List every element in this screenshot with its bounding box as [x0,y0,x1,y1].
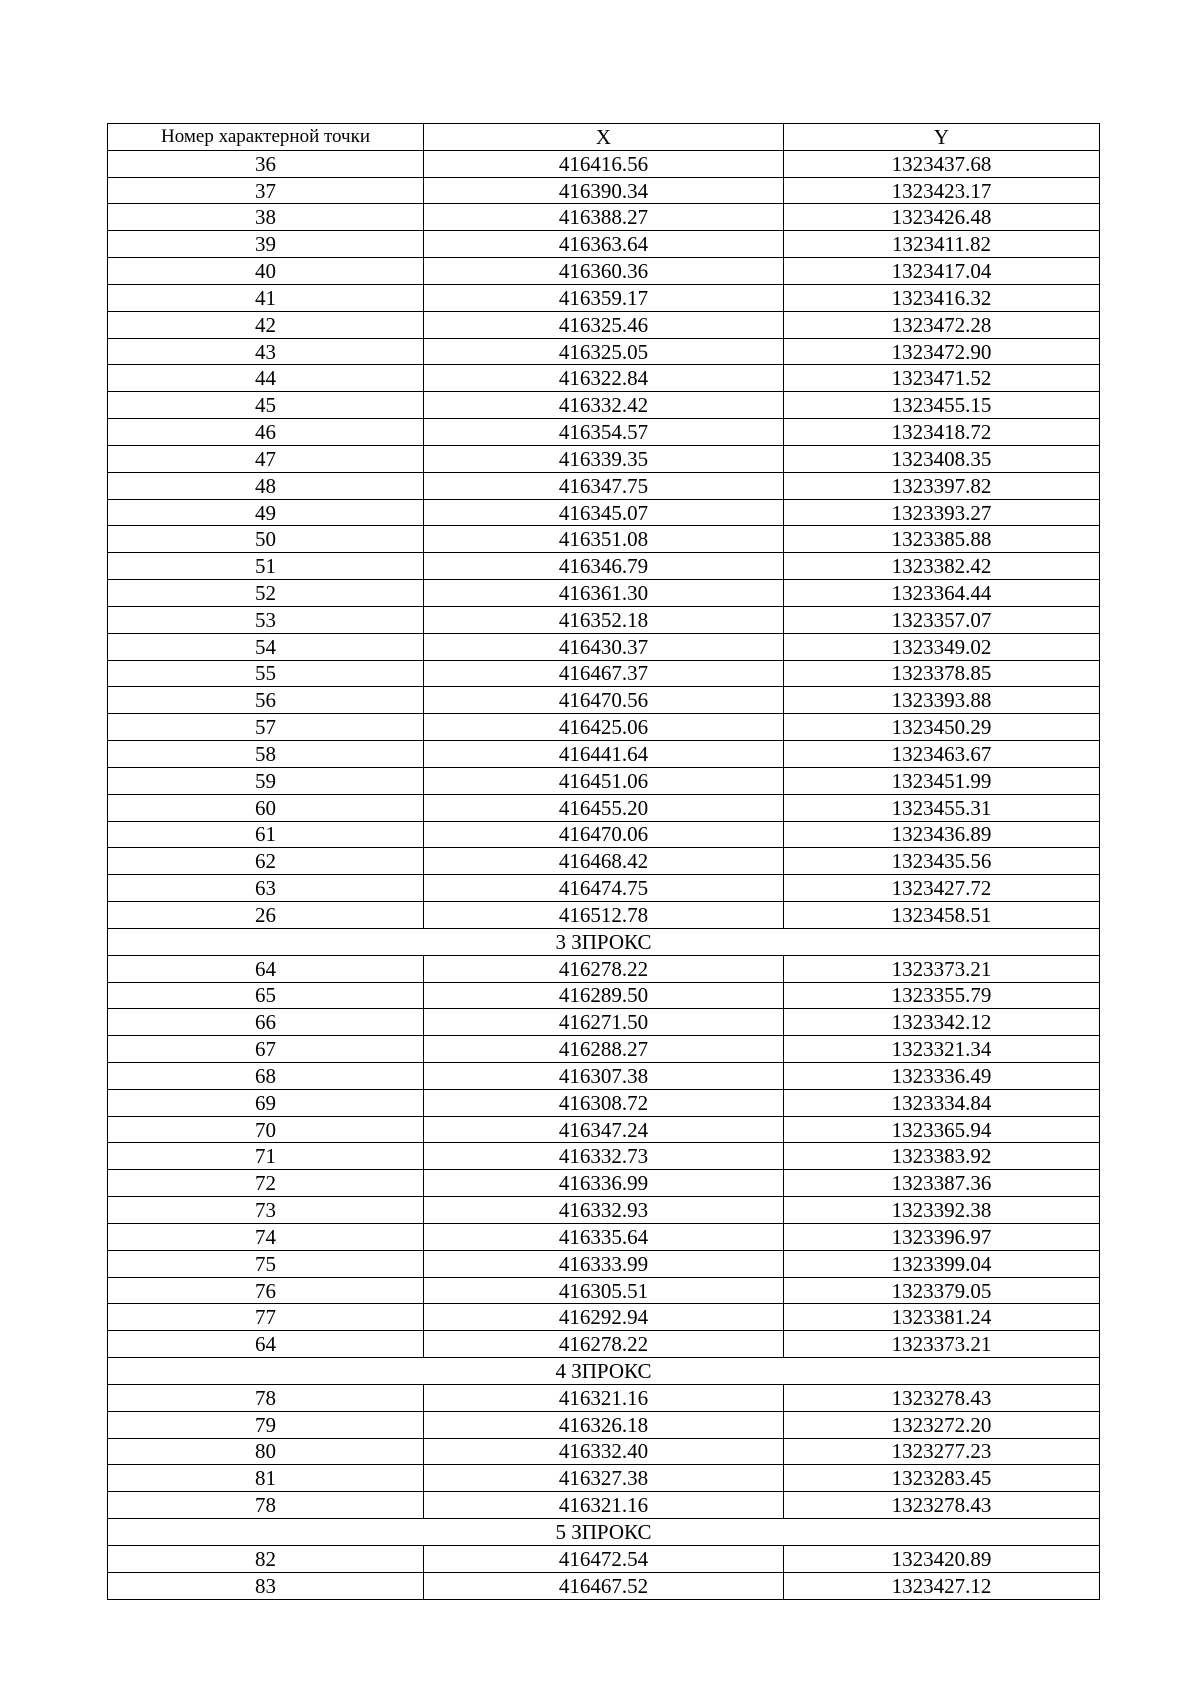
x-coordinate-cell: 416347.75 [424,472,784,499]
point-number-cell: 80 [108,1438,424,1465]
table-row [108,553,1100,580]
header-x: X [424,124,784,151]
section-title: 3 ЗПРОКС [108,928,1100,955]
y-coordinate-cell: 1323357.07 [784,606,1100,633]
y-coordinate-cell: 1323411.82 [784,231,1100,258]
x-coordinate-cell: 416332.40 [424,1438,784,1465]
x-coordinate-cell: 416474.75 [424,875,784,902]
x-coordinate-cell: 416470.56 [424,687,784,714]
y-coordinate-cell: 1323378.85 [784,660,1100,687]
table-row [108,365,1100,392]
x-coordinate-cell: 416288.27 [424,1036,784,1063]
point-number-cell: 81 [108,1465,424,1492]
table-row [108,1304,1100,1331]
x-coordinate-cell: 416278.22 [424,1331,784,1358]
y-coordinate-cell: 1323427.72 [784,875,1100,902]
y-coordinate-cell: 1323379.05 [784,1277,1100,1304]
y-coordinate-cell: 1323381.24 [784,1304,1100,1331]
x-coordinate-cell: 416307.38 [424,1062,784,1089]
point-number-cell: 72 [108,1170,424,1197]
table-row [108,1009,1100,1036]
x-coordinate-cell: 416363.64 [424,231,784,258]
table-row [108,1116,1100,1143]
table-row [108,1197,1100,1224]
table-row [108,231,1100,258]
table-row [108,982,1100,1009]
point-number-cell: 67 [108,1036,424,1063]
section-row [108,1358,1100,1385]
x-coordinate-cell: 416346.79 [424,553,784,580]
table-row [108,1143,1100,1170]
point-number-cell: 44 [108,365,424,392]
point-number-cell: 78 [108,1492,424,1519]
y-coordinate-cell: 1323420.89 [784,1545,1100,1572]
table-row [108,606,1100,633]
point-number-cell: 70 [108,1116,424,1143]
table-row [108,177,1100,204]
x-coordinate-cell: 416354.57 [424,419,784,446]
y-coordinate-cell: 1323278.43 [784,1384,1100,1411]
x-coordinate-cell: 416345.07 [424,499,784,526]
point-number-cell: 61 [108,821,424,848]
x-coordinate-cell: 416278.22 [424,955,784,982]
table-row [108,1170,1100,1197]
point-number-cell: 77 [108,1304,424,1331]
table-row [108,472,1100,499]
x-coordinate-cell: 416416.56 [424,150,784,177]
x-coordinate-cell: 416451.06 [424,767,784,794]
table-body [108,150,1100,1599]
y-coordinate-cell: 1323397.82 [784,472,1100,499]
x-coordinate-cell: 416470.06 [424,821,784,848]
point-number-cell: 69 [108,1089,424,1116]
y-coordinate-cell: 1323458.51 [784,902,1100,929]
y-coordinate-cell: 1323277.23 [784,1438,1100,1465]
point-number-cell: 74 [108,1223,424,1250]
table-row [108,338,1100,365]
table-row [108,1250,1100,1277]
point-number-cell: 45 [108,392,424,419]
x-coordinate-cell: 416388.27 [424,204,784,231]
table-row [108,1438,1100,1465]
table-row [108,1492,1100,1519]
section-row [108,1519,1100,1546]
point-number-cell: 58 [108,741,424,768]
table-row [108,1036,1100,1063]
point-number-cell: 43 [108,338,424,365]
y-coordinate-cell: 1323435.56 [784,848,1100,875]
y-coordinate-cell: 1323283.45 [784,1465,1100,1492]
y-coordinate-cell: 1323373.21 [784,1331,1100,1358]
table-row [108,848,1100,875]
table-row [108,1572,1100,1599]
x-coordinate-cell: 416322.84 [424,365,784,392]
y-coordinate-cell: 1323393.27 [784,499,1100,526]
point-number-cell: 47 [108,445,424,472]
x-coordinate-cell: 416326.18 [424,1411,784,1438]
x-coordinate-cell: 416390.34 [424,177,784,204]
point-number-cell: 51 [108,553,424,580]
x-coordinate-cell: 416289.50 [424,982,784,1009]
table-row [108,258,1100,285]
header-point-number: Номер характерной точки [108,124,424,151]
point-number-cell: 52 [108,580,424,607]
point-number-cell: 42 [108,311,424,338]
x-coordinate-cell: 416332.73 [424,1143,784,1170]
coordinates-table [107,123,1100,1600]
x-coordinate-cell: 416472.54 [424,1545,784,1572]
table-row [108,499,1100,526]
x-coordinate-cell: 416321.16 [424,1384,784,1411]
y-coordinate-cell: 1323399.04 [784,1250,1100,1277]
table-row [108,660,1100,687]
point-number-cell: 63 [108,875,424,902]
point-number-cell: 65 [108,982,424,1009]
point-number-cell: 57 [108,714,424,741]
y-coordinate-cell: 1323334.84 [784,1089,1100,1116]
x-coordinate-cell: 416468.42 [424,848,784,875]
table-row [108,311,1100,338]
table-row [108,741,1100,768]
point-number-cell: 79 [108,1411,424,1438]
table-row [108,392,1100,419]
point-number-cell: 83 [108,1572,424,1599]
y-coordinate-cell: 1323472.90 [784,338,1100,365]
point-number-cell: 46 [108,419,424,446]
table-row [108,1223,1100,1250]
header-row [108,124,1100,151]
point-number-cell: 76 [108,1277,424,1304]
table-row [108,714,1100,741]
table-row [108,687,1100,714]
x-coordinate-cell: 416305.51 [424,1277,784,1304]
table-row [108,1089,1100,1116]
y-coordinate-cell: 1323272.20 [784,1411,1100,1438]
y-coordinate-cell: 1323463.67 [784,741,1100,768]
point-number-cell: 66 [108,1009,424,1036]
y-coordinate-cell: 1323423.17 [784,177,1100,204]
table-row [108,150,1100,177]
y-coordinate-cell: 1323383.92 [784,1143,1100,1170]
y-coordinate-cell: 1323365.94 [784,1116,1100,1143]
point-number-cell: 82 [108,1545,424,1572]
table-row [108,1465,1100,1492]
x-coordinate-cell: 416351.08 [424,526,784,553]
y-coordinate-cell: 1323349.02 [784,633,1100,660]
x-coordinate-cell: 416352.18 [424,606,784,633]
table-row [108,902,1100,929]
point-number-cell: 64 [108,955,424,982]
header-y: Y [784,124,1100,151]
y-coordinate-cell: 1323278.43 [784,1492,1100,1519]
table-row [108,1062,1100,1089]
table-row [108,445,1100,472]
point-number-cell: 64 [108,1331,424,1358]
x-coordinate-cell: 416441.64 [424,741,784,768]
point-number-cell: 41 [108,284,424,311]
table-row [108,1411,1100,1438]
y-coordinate-cell: 1323455.31 [784,794,1100,821]
point-number-cell: 36 [108,150,424,177]
table-row [108,1384,1100,1411]
x-coordinate-cell: 416339.35 [424,445,784,472]
x-coordinate-cell: 416332.93 [424,1197,784,1224]
y-coordinate-cell: 1323355.79 [784,982,1100,1009]
point-number-cell: 56 [108,687,424,714]
y-coordinate-cell: 1323382.42 [784,553,1100,580]
point-number-cell: 62 [108,848,424,875]
point-number-cell: 49 [108,499,424,526]
x-coordinate-cell: 416271.50 [424,1009,784,1036]
table-row [108,821,1100,848]
point-number-cell: 71 [108,1143,424,1170]
x-coordinate-cell: 416308.72 [424,1089,784,1116]
point-number-cell: 53 [108,606,424,633]
point-number-cell: 60 [108,794,424,821]
y-coordinate-cell: 1323392.38 [784,1197,1100,1224]
x-coordinate-cell: 416333.99 [424,1250,784,1277]
y-coordinate-cell: 1323471.52 [784,365,1100,392]
point-number-cell: 55 [108,660,424,687]
y-coordinate-cell: 1323417.04 [784,258,1100,285]
table-row [108,204,1100,231]
table-row [108,580,1100,607]
y-coordinate-cell: 1323427.12 [784,1572,1100,1599]
point-number-cell: 38 [108,204,424,231]
y-coordinate-cell: 1323342.12 [784,1009,1100,1036]
table-row [108,955,1100,982]
y-coordinate-cell: 1323408.35 [784,445,1100,472]
x-coordinate-cell: 416455.20 [424,794,784,821]
y-coordinate-cell: 1323387.36 [784,1170,1100,1197]
y-coordinate-cell: 1323472.28 [784,311,1100,338]
y-coordinate-cell: 1323364.44 [784,580,1100,607]
table-row [108,284,1100,311]
x-coordinate-cell: 416361.30 [424,580,784,607]
point-number-cell: 75 [108,1250,424,1277]
x-coordinate-cell: 416336.99 [424,1170,784,1197]
x-coordinate-cell: 416512.78 [424,902,784,929]
table-row [108,419,1100,446]
x-coordinate-cell: 416292.94 [424,1304,784,1331]
section-title: 5 ЗПРОКС [108,1519,1100,1546]
x-coordinate-cell: 416321.16 [424,1492,784,1519]
x-coordinate-cell: 416335.64 [424,1223,784,1250]
x-coordinate-cell: 416359.17 [424,284,784,311]
y-coordinate-cell: 1323393.88 [784,687,1100,714]
point-number-cell: 26 [108,902,424,929]
table-row [108,526,1100,553]
y-coordinate-cell: 1323385.88 [784,526,1100,553]
y-coordinate-cell: 1323373.21 [784,955,1100,982]
point-number-cell: 68 [108,1062,424,1089]
x-coordinate-cell: 416430.37 [424,633,784,660]
table-header [108,124,1100,151]
section-row [108,928,1100,955]
point-number-cell: 78 [108,1384,424,1411]
x-coordinate-cell: 416325.46 [424,311,784,338]
y-coordinate-cell: 1323450.29 [784,714,1100,741]
point-number-cell: 50 [108,526,424,553]
y-coordinate-cell: 1323455.15 [784,392,1100,419]
y-coordinate-cell: 1323418.72 [784,419,1100,446]
table-row [108,1545,1100,1572]
y-coordinate-cell: 1323451.99 [784,767,1100,794]
table-row [108,767,1100,794]
point-number-cell: 37 [108,177,424,204]
point-number-cell: 40 [108,258,424,285]
point-number-cell: 73 [108,1197,424,1224]
section-title: 4 ЗПРОКС [108,1358,1100,1385]
point-number-cell: 54 [108,633,424,660]
table-row [108,1331,1100,1358]
y-coordinate-cell: 1323321.34 [784,1036,1100,1063]
y-coordinate-cell: 1323416.32 [784,284,1100,311]
x-coordinate-cell: 416467.52 [424,1572,784,1599]
y-coordinate-cell: 1323426.48 [784,204,1100,231]
point-number-cell: 59 [108,767,424,794]
y-coordinate-cell: 1323436.89 [784,821,1100,848]
x-coordinate-cell: 416347.24 [424,1116,784,1143]
x-coordinate-cell: 416327.38 [424,1465,784,1492]
y-coordinate-cell: 1323336.49 [784,1062,1100,1089]
x-coordinate-cell: 416467.37 [424,660,784,687]
x-coordinate-cell: 416425.06 [424,714,784,741]
table-row [108,875,1100,902]
table-row [108,1277,1100,1304]
x-coordinate-cell: 416360.36 [424,258,784,285]
x-coordinate-cell: 416325.05 [424,338,784,365]
table-row [108,794,1100,821]
y-coordinate-cell: 1323437.68 [784,150,1100,177]
y-coordinate-cell: 1323396.97 [784,1223,1100,1250]
point-number-cell: 48 [108,472,424,499]
table-row [108,633,1100,660]
point-number-cell: 39 [108,231,424,258]
x-coordinate-cell: 416332.42 [424,392,784,419]
